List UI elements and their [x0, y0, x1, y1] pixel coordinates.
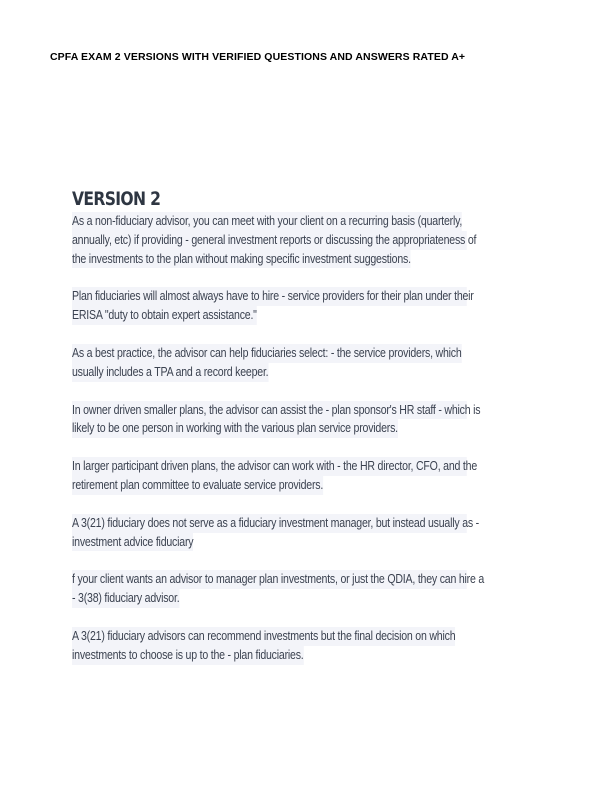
qa-line: A 3(21) fiduciary does not serve as a fiduciary investment manager, but instead usually as - — [72, 514, 467, 533]
document-body — [72, 186, 542, 684]
qa-paragraph — [72, 287, 542, 325]
qa-paragraph — [72, 344, 542, 382]
qa-line: investments to choose is up to the - plan fiduciaries. — [72, 646, 304, 665]
qa-paragraph — [72, 627, 542, 665]
qa-line: the investments to the plan without making specific investment suggestions. — [72, 250, 411, 269]
qa-line: ERISA "duty to obtain expert assistance." — [72, 306, 257, 325]
qa-line: A 3(21) fiduciary advisors can recommend investments but the final decision on which — [72, 627, 455, 646]
qa-paragraph — [72, 401, 542, 439]
qa-line: retirement plan committee to evaluate service providers. — [72, 476, 323, 495]
qa-paragraph — [72, 514, 542, 552]
qa-line: investment advice fiduciary — [72, 533, 193, 552]
qa-line: As a best practice, the advisor can help fiduciaries select: - the service providers, which — [72, 344, 462, 363]
qa-paragraph — [72, 457, 542, 495]
document-header: CPFA EXAM 2 VERSIONS WITH VERIFIED QUESTIONS AND ANSWERS RATED A+ — [50, 51, 466, 63]
section-title: VERSION 2 — [72, 188, 161, 210]
qa-line: - 3(38) fiduciary advisor. — [72, 589, 179, 608]
qa-line: As a non-fiduciary advisor, you can meet with your client on a recurring basis (quarterly, — [72, 212, 462, 231]
qa-line: Plan fiduciaries will almost always have to hire - service providers for their plan under their — [72, 287, 467, 306]
qa-line: In owner driven smaller plans, the advisor can assist the - plan sponsor's HR staff - which is — [72, 401, 467, 420]
qa-line: In larger participant driven plans, the advisor can work with - the HR director, CFO, and the — [72, 457, 467, 476]
qa-line: f your client wants an advisor to manager plan investments, or just the QDIA, they can hire a — [72, 570, 467, 589]
qa-line: annually, etc) if providing - general investment reports or discussing the appropriateness of — [72, 231, 467, 250]
qa-line: likely to be one person in working with the various plan service providers. — [72, 419, 398, 438]
qa-list — [72, 212, 542, 665]
qa-paragraph — [72, 212, 542, 268]
qa-line: usually includes a TPA and a record keeper. — [72, 363, 268, 382]
qa-paragraph — [72, 570, 542, 608]
